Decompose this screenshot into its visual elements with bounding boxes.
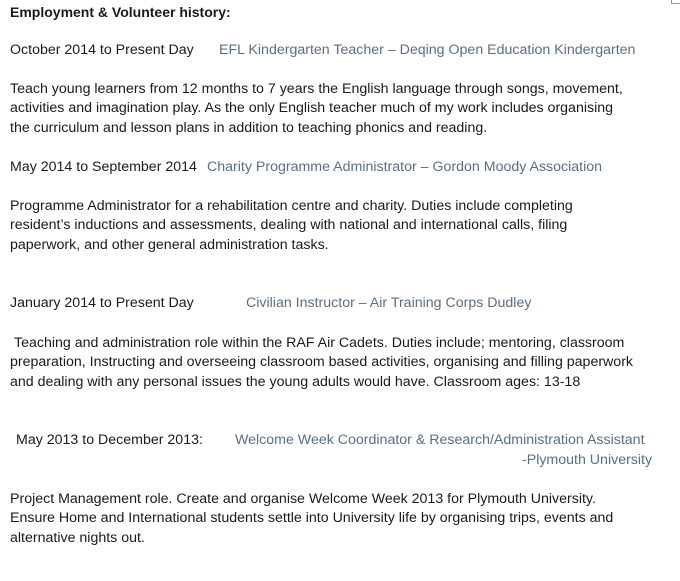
entry-role: Civilian Instructor – Air Training Corps Dudley xyxy=(246,295,532,311)
entry-dates: January 2014 to Present Day xyxy=(10,295,194,311)
entry-description-line: alternative nights out. xyxy=(10,530,145,546)
entry-role: Welcome Week Coordinator & Research/Administration Assistant xyxy=(235,432,645,448)
entry-description-line: Teach young learners from 12 months to 7 years the English language through songs, movement, xyxy=(10,81,623,97)
entry-description-line: Programme Administrator for a rehabilitation centre and charity. Duties include completing xyxy=(10,198,573,214)
entry-dates: May 2013 to December 2013: xyxy=(16,432,203,448)
entry-description-line: paperwork, and other general administration tasks. xyxy=(10,237,329,253)
entry-description-line: Teaching and administration role within the RAF Air Cadets. Duties include; mentoring, classroom xyxy=(14,335,625,351)
entry-description-line: the curriculum and lesson plans in addition to teaching phonics and reading. xyxy=(10,120,488,136)
entry-role-continued: -Plymouth University xyxy=(522,452,653,468)
entry-description-line: Ensure Home and International students settle into University life by organising trips, events and xyxy=(10,510,614,526)
entry-description-line: resident’s inductions and assessments, dealing with national and international calls, filing xyxy=(10,217,568,233)
entry-description-line: activities and imagination play. As the only English teacher much of my work includes organising xyxy=(10,100,614,116)
entry-role: EFL Kindergarten Teacher – Deqing Open Education Kindergarten xyxy=(219,42,636,58)
entry-description-line: Project Management role. Create and organise Welcome Week 2013 for Plymouth University. xyxy=(10,491,596,507)
page-corner-mark xyxy=(671,0,680,4)
entry-description-line: preparation, Instructing and overseeing classroom based activities, organising and filling paperwork xyxy=(10,354,634,370)
entry-description-line: and dealing with any personal issues the young adults would have. Classroom ages: 13-18 xyxy=(10,374,581,390)
section-heading: Employment & Volunteer history: xyxy=(10,4,231,20)
entry-dates: May 2014 to September 2014 xyxy=(10,159,197,175)
entry-dates: October 2014 to Present Day xyxy=(10,42,194,58)
entry-role: Charity Programme Administrator – Gordon Moody Association xyxy=(207,159,603,175)
